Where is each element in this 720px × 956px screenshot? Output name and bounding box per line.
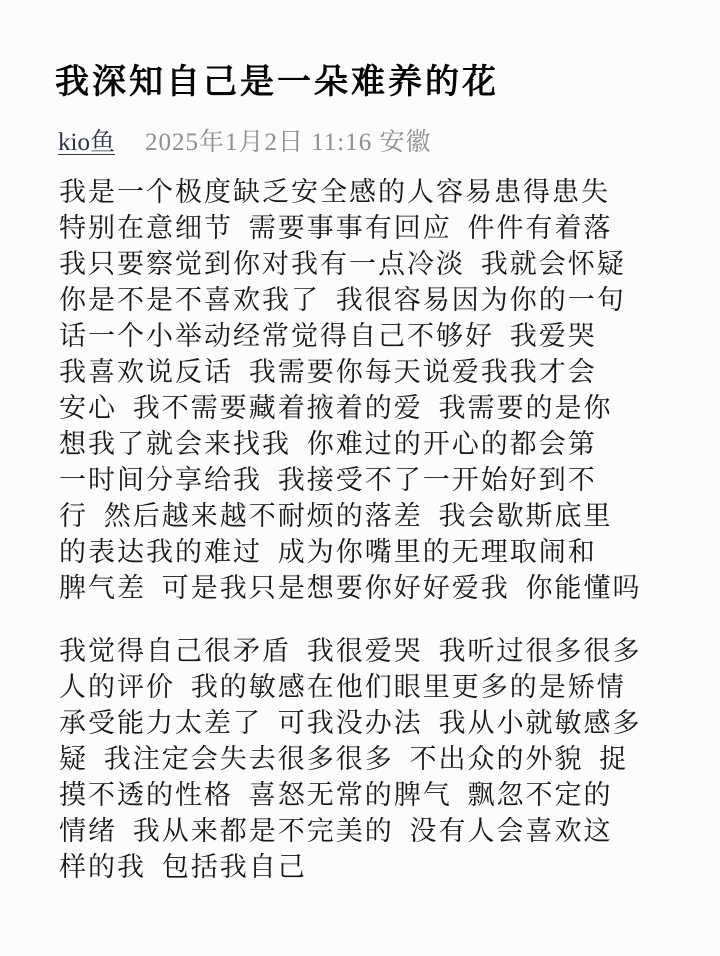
text-line: 我是一个极度缺乏安全感的人容易患得患失 xyxy=(59,177,610,207)
text-line: 我只要察觉到你对我有一点冷淡 我就会怀疑 xyxy=(59,249,626,279)
paragraph-1 xyxy=(59,174,678,606)
text-line: 我喜欢说反话 我需要你每天说爱我我才会 xyxy=(59,357,597,387)
text-line: 想我了就会来找我 你难过的开心的都会第 xyxy=(59,429,597,459)
author-link[interactable]: kio鱼 xyxy=(58,129,115,156)
text-line: 我觉得自己很矛盾 我很爱哭 我听过很多很多 xyxy=(59,636,642,666)
text-line: 的表达我的难过 成为你嘴里的无理取闹和 xyxy=(59,537,597,567)
text-line: 安心 我不需要藏着掖着的爱 我需要的是你 xyxy=(59,393,613,423)
text-line: 你是不是不喜欢我了 我很容易因为你的一句 xyxy=(59,285,626,315)
text-line: 话一个小举动经常觉得自己不够好 我爱哭 xyxy=(59,321,597,351)
paragraph-2 xyxy=(59,633,678,885)
text-line: 样的我 包括我自己 xyxy=(59,852,307,882)
text-line: 一时间分享给我 我接受不了一开始好到不 xyxy=(59,465,597,495)
text-line: 承受能力太差了 可我没办法 我从小就敏感多 xyxy=(59,708,642,738)
text-line: 摸不透的性格 喜怒无常的脾气 飘忽不定的 xyxy=(59,780,613,810)
post-body xyxy=(55,174,678,885)
text-line: 脾气差 可是我只是想要你好好爱我 你能懂吗 xyxy=(59,573,642,603)
post-meta xyxy=(55,122,678,158)
text-line: 特别在意细节 需要事事有回应 件件有着落 xyxy=(59,213,613,243)
post-timestamp: 2025年1月2日 11:16 安徽 xyxy=(144,129,432,156)
text-line: 情绪 我从来都是不完美的 没有人会喜欢这 xyxy=(59,816,613,846)
text-line: 疑 我注定会失去很多很多 不出众的外貌 捉 xyxy=(59,744,629,774)
text-line: 行 然后越来越不耐烦的落差 我会歇斯底里 xyxy=(59,501,613,531)
text-line: 人的评价 我的敏感在他们眼里更多的是矫情 xyxy=(59,672,626,702)
post-title: 我深知自己是一朵难养的花 xyxy=(55,64,499,101)
